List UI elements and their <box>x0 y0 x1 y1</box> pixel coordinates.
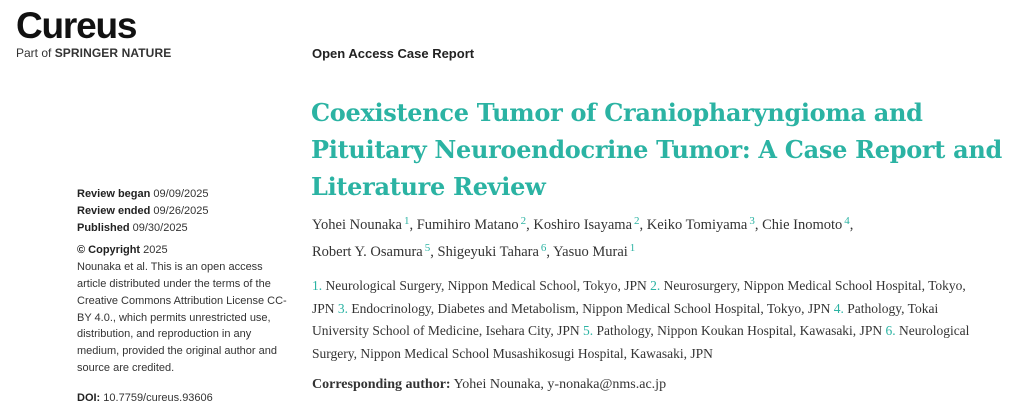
license-text: Nounaka et al. This is an open access article distributed under the terms of the Creative Commons Attribution License CC-BY 4.0., which permits unrestricted use, distribution, and reproduction in any medium, provided the original author and source are credited. <box>77 261 287 374</box>
author-affiliation-ref[interactable]: 2 <box>520 215 527 227</box>
affiliation-number: 5. <box>582 323 594 338</box>
author-separator: , <box>754 217 763 233</box>
published-label: Published <box>77 221 130 234</box>
affiliation-number: 6. <box>885 323 896 338</box>
published <box>77 220 295 237</box>
author-name[interactable]: Yohei Nounaka <box>312 217 402 233</box>
affiliation-text: Neurosurgery, Nippon Medical School Hospital, Tokyo, JPN <box>312 278 966 316</box>
doi-value[interactable]: 10.7759/cureus.93606 <box>103 391 213 404</box>
copyright-year: 2025 <box>143 244 168 257</box>
affiliation-text: Pathology, Tokai University School of Medicine, Isehara City, JPN <box>312 300 939 338</box>
corresponding-label: Corresponding author: <box>312 377 451 392</box>
affiliation-text: Endocrinology, Diabetes and Metabolism, Nippon Medical School Hospital, Tokyo, JPN <box>351 300 831 316</box>
article-title: Coexistence Tumor of Craniopharyngioma and Pituitary Neuroendocrine Tumor: A Case Report and Literature Review <box>311 98 1002 201</box>
review-began <box>77 186 295 203</box>
author-list <box>312 210 912 264</box>
affiliation-text: Pathology, Nippon Koukan Hospital, Kawasaki, JPN <box>596 323 883 338</box>
author-name[interactable]: Robert Y. Osamura <box>312 244 423 260</box>
author-name[interactable]: Keiko Tomiyama <box>646 217 748 233</box>
review-ended-label: Review ended <box>77 204 151 217</box>
doi[interactable] <box>77 390 295 407</box>
affiliation-number: 4. <box>833 300 844 316</box>
author-separator: , <box>409 217 417 233</box>
author-separator: , <box>849 217 854 233</box>
logo-subtitle <box>16 46 171 60</box>
author-affiliation-ref[interactable]: 1 <box>629 242 636 254</box>
logo-sub-prefix: Part of <box>16 46 52 60</box>
review-ended <box>77 203 295 220</box>
author-affiliation-ref[interactable]: 6 <box>540 242 547 254</box>
author-affiliation-ref[interactable]: 4 <box>844 215 850 227</box>
corresponding-author <box>312 377 666 393</box>
article-meta-sidebar <box>77 186 295 407</box>
affiliation-number: 2. <box>650 278 661 293</box>
logo-sub-brand: SPRINGER NATURE <box>54 46 172 60</box>
author-separator: , <box>639 217 647 233</box>
copyright-label: © Copyright <box>77 244 141 257</box>
review-ended-date: 09/26/2025 <box>153 204 209 217</box>
review-began-label: Review began <box>77 188 151 200</box>
author-separator: , <box>546 244 554 260</box>
author-affiliation-ref[interactable]: 2 <box>634 215 640 227</box>
author-separator: , <box>526 217 534 233</box>
affiliation-number: 3. <box>337 300 349 316</box>
author-affiliation-ref[interactable]: 1 <box>403 215 410 227</box>
corresponding-value: Yohei Nounaka, y-nonaka@nms.ac.jp <box>453 377 667 392</box>
copyright <box>77 242 295 259</box>
review-began-date: 09/09/2025 <box>153 188 209 200</box>
author-separator: , <box>430 244 438 260</box>
author-affiliation-ref[interactable]: 3 <box>749 215 755 227</box>
affiliation-list <box>312 275 972 365</box>
article-type: Open Access Case Report <box>312 46 475 61</box>
author-affiliation-ref[interactable]: 5 <box>424 242 431 254</box>
logo-wordmark: Cureus <box>16 5 137 46</box>
author-name[interactable]: Fumihiro Matano <box>416 217 519 233</box>
author-name[interactable]: Koshiro Isayama <box>533 217 633 233</box>
author-name[interactable]: Yasuo Murai <box>553 244 628 260</box>
affiliation-text: Neurological Surgery, Nippon Medical School Musashikosugi Hospital, Kawasaki, JPN <box>312 323 970 361</box>
doi-label: DOI: <box>77 391 101 404</box>
published-date: 09/30/2025 <box>132 221 188 234</box>
author-name[interactable]: Shigeyuki Tahara <box>437 244 539 260</box>
author-name[interactable]: Chie Inomoto <box>762 217 843 233</box>
affiliation-text: Neurological Surgery, Nippon Medical School, Tokyo, JPN <box>325 278 647 293</box>
cureus-logo[interactable] <box>16 6 171 60</box>
affiliation-number: 1. <box>312 278 323 293</box>
